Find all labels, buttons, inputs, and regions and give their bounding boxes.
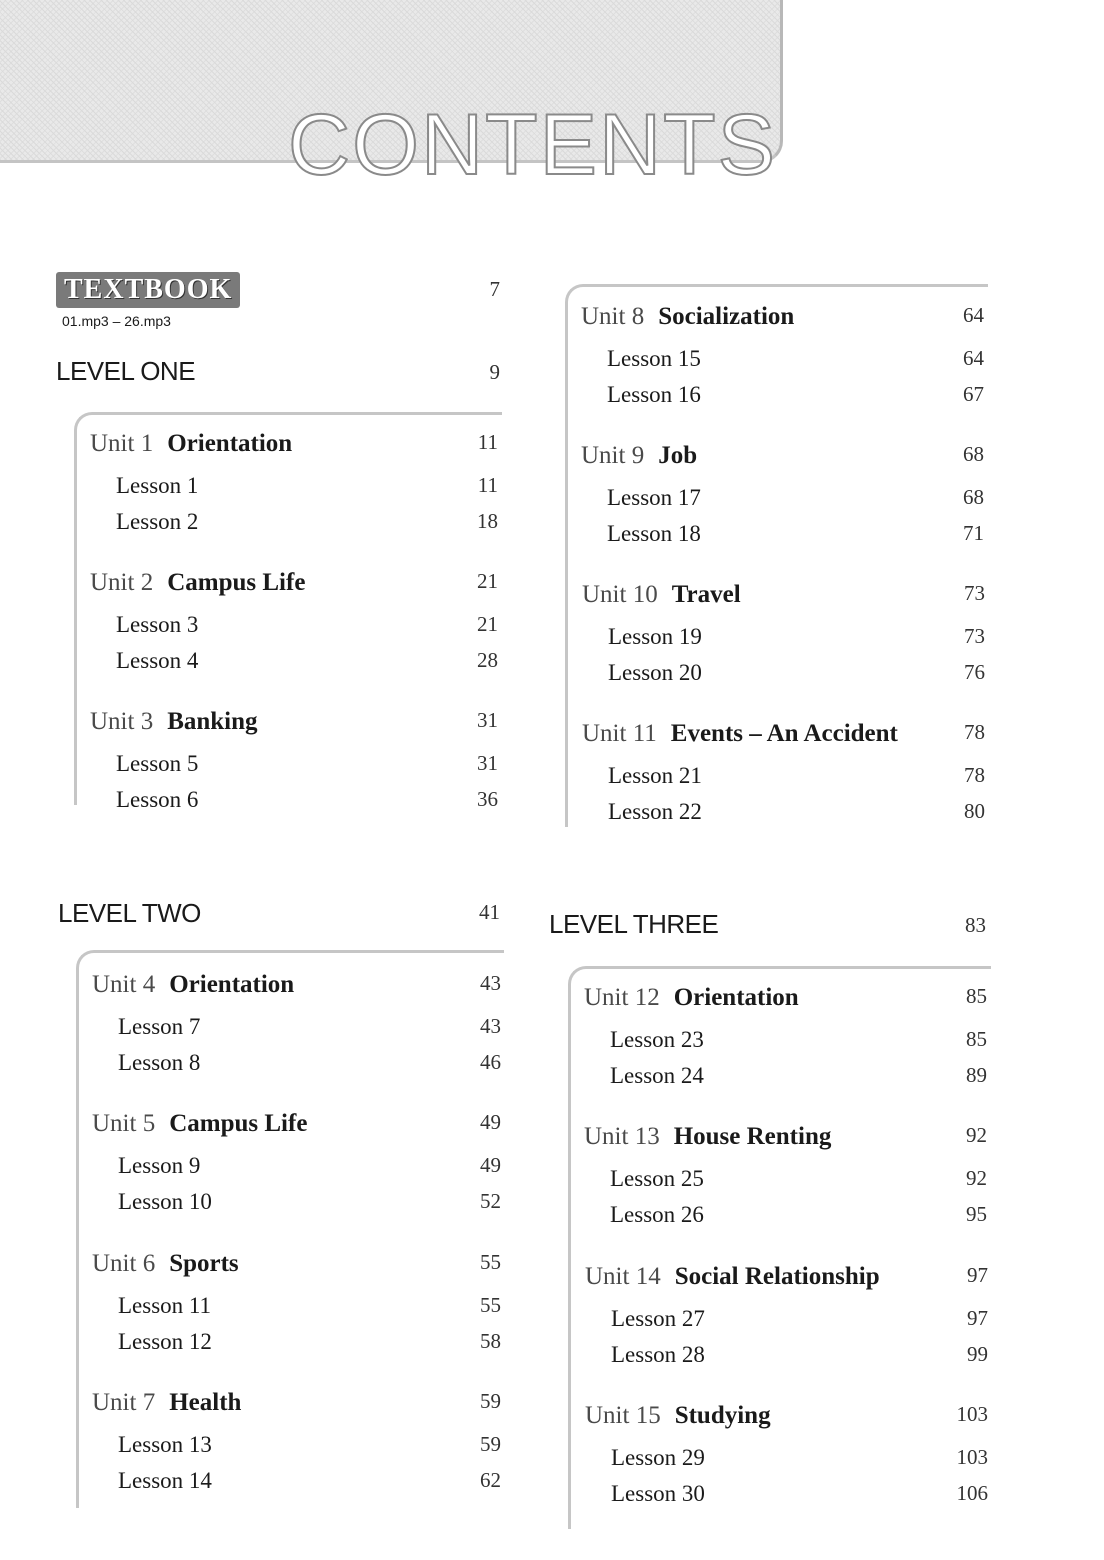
unit-page-number: 31 [477,708,498,732]
lesson-page-number: 18 [477,509,498,533]
unit-page-number: 11 [477,430,498,454]
textbook-page-number: 7 [489,277,500,301]
lesson-page-number: 36 [477,787,498,811]
lesson-title: Lesson 15 [607,346,701,371]
toc-lesson-row[interactable] [92,1432,501,1464]
lesson-title: Lesson 13 [118,1432,212,1457]
unit-page-number: 97 [967,1263,988,1287]
toc-unit-row[interactable] [582,581,985,613]
level-one-unit-box [74,412,502,805]
lesson-page-number: 55 [480,1293,501,1317]
unit-page-number: 49 [480,1110,501,1134]
toc-lesson-row[interactable] [92,1329,501,1361]
lesson-title: Lesson 4 [116,648,199,673]
unit-number: Unit 5 [92,1110,156,1137]
unit-number: Unit 8 [581,303,645,330]
toc-unit-row[interactable] [582,720,985,752]
unit-number: Unit 1 [90,430,154,457]
toc-lesson-row[interactable] [582,660,985,692]
toc-lesson-row[interactable] [585,1342,988,1374]
lesson-page-number: 68 [963,485,984,509]
toc-unit-row[interactable] [90,569,498,601]
unit-title: Banking [167,708,258,735]
lesson-page-number: 43 [480,1014,501,1038]
lesson-title: Lesson 26 [610,1202,704,1227]
lesson-title: Lesson 25 [610,1166,704,1191]
lesson-page-number: 78 [964,763,985,787]
lesson-page-number: 99 [967,1342,988,1366]
unit-title: Studying [674,1402,771,1429]
lesson-page-number: 103 [956,1445,988,1469]
toc-unit-row[interactable] [581,442,984,474]
toc-lesson-row[interactable] [581,346,984,378]
toc-unit-row[interactable] [92,971,501,1003]
lesson-page-number: 46 [480,1050,501,1074]
toc-lesson-row[interactable] [92,1153,501,1185]
lesson-page-number: 92 [966,1166,987,1190]
lesson-page-number: 71 [963,521,984,545]
toc-lesson-row[interactable] [585,1481,988,1513]
lesson-title: Lesson 24 [610,1063,704,1088]
lesson-title: Lesson 29 [611,1445,705,1470]
lesson-page-number: 64 [963,346,984,370]
unit-number: Unit 6 [92,1250,156,1277]
toc-unit-row[interactable] [92,1250,501,1282]
level-one-page-number: 9 [489,360,500,384]
lesson-title: Lesson 14 [118,1468,212,1493]
toc-lesson-row[interactable] [584,1027,987,1059]
lesson-title: Lesson 5 [116,751,199,776]
level-three-heading: LEVEL THREE [549,909,719,939]
unit-number: Unit 2 [90,569,154,596]
unit-number: Unit 11 [582,720,657,747]
unit-number: Unit 4 [92,971,156,998]
lesson-title: Lesson 20 [608,660,702,685]
toc-lesson-row[interactable] [582,624,985,656]
lesson-page-number: 67 [963,382,984,406]
audio-track-range: 01.mp3 – 26.mp3 [62,313,171,329]
toc-lesson-row[interactable] [92,1468,501,1500]
toc-unit-row[interactable] [584,984,987,1016]
lesson-title: Lesson 27 [611,1306,705,1331]
lesson-page-number: 76 [964,660,985,684]
toc-lesson-row[interactable] [584,1202,987,1234]
toc-lesson-row[interactable] [585,1306,988,1338]
lesson-title: Lesson 28 [611,1342,705,1367]
lesson-page-number: 62 [480,1468,501,1492]
unit-page-number: 103 [956,1402,988,1426]
toc-lesson-row[interactable] [581,521,984,553]
lesson-title: Lesson 6 [116,787,199,812]
toc-lesson-row[interactable] [581,382,984,414]
unit-page-number: 59 [480,1389,501,1413]
unit-title: Events – An Accident [670,720,898,747]
toc-lesson-row[interactable] [584,1063,987,1095]
unit-number: Unit 9 [581,442,645,469]
toc-lesson-row[interactable] [582,763,985,795]
unit-number: Unit 14 [585,1263,661,1290]
lesson-page-number: 95 [966,1202,987,1226]
unit-page-number: 73 [964,581,985,605]
lesson-page-number: 89 [966,1063,987,1087]
unit-page-number: 55 [480,1250,501,1274]
unit-page-number: 21 [477,569,498,593]
unit-title: Orientation [169,971,295,998]
unit-title: Campus Life [169,1110,308,1137]
unit-number: Unit 15 [585,1402,661,1429]
toc-unit-row[interactable] [90,708,498,740]
toc-unit-row[interactable] [92,1110,501,1142]
toc-unit-row[interactable] [92,1389,501,1421]
toc-lesson-row[interactable] [90,751,498,783]
unit-number: Unit 7 [92,1389,156,1416]
toc-lesson-row[interactable] [92,1050,501,1082]
unit-title: Orientation [167,430,293,457]
unit-page-number: 68 [963,442,984,466]
level-two-page-number: 41 [479,900,500,924]
unit-title: Social Relationship [674,1263,880,1290]
lesson-page-number: 52 [480,1189,501,1213]
lesson-title: Lesson 22 [608,799,702,824]
unit-page-number: 85 [966,984,987,1008]
lesson-title: Lesson 3 [116,612,199,637]
toc-lesson-row[interactable] [90,612,498,644]
toc-lesson-row[interactable] [90,473,498,505]
lesson-title: Lesson 8 [118,1050,201,1075]
toc-lesson-row[interactable] [584,1166,987,1198]
unit-title: House Renting [673,1123,832,1150]
lesson-page-number: 28 [477,648,498,672]
unit-title: Travel [671,581,741,608]
unit-title: Job [658,442,698,469]
unit-number: Unit 13 [584,1123,660,1150]
lesson-title: Lesson 12 [118,1329,212,1354]
unit-title: Health [169,1389,242,1416]
unit-number: Unit 12 [584,984,660,1011]
lesson-page-number: 59 [480,1432,501,1456]
lesson-page-number: 73 [964,624,985,648]
unit-page-number: 78 [964,720,985,744]
lesson-page-number: 58 [480,1329,501,1353]
lesson-title: Lesson 11 [118,1293,212,1318]
toc-unit-row[interactable] [585,1263,988,1295]
lesson-title: Lesson 9 [118,1153,201,1178]
lesson-title: Lesson 2 [116,509,199,534]
lesson-title: Lesson 30 [611,1481,705,1506]
lesson-page-number: 97 [967,1306,988,1330]
lesson-title: Lesson 21 [608,763,702,788]
level-three-page-number: 83 [965,913,986,937]
unit-title: Orientation [673,984,799,1011]
toc-lesson-row[interactable] [90,787,498,819]
unit-title: Socialization [658,303,795,330]
lesson-title: Lesson 17 [607,485,701,510]
lesson-page-number: 85 [966,1027,987,1051]
toc-lesson-row[interactable] [92,1014,501,1046]
unit-title: Campus Life [167,569,306,596]
toc-lesson-row[interactable] [92,1293,501,1325]
level-two-heading: LEVEL TWO [58,898,201,928]
toc-lesson-row[interactable] [581,485,984,517]
toc-lesson-row[interactable] [582,799,985,831]
lesson-title: Lesson 19 [608,624,702,649]
lesson-title: Lesson 23 [610,1027,704,1052]
unit-page-number: 64 [963,303,984,327]
level-one-heading: LEVEL ONE [56,356,196,386]
unit-page-number: 43 [480,971,501,995]
toc-lesson-row[interactable] [585,1445,988,1477]
lesson-title: Lesson 7 [118,1014,201,1039]
toc-unit-row[interactable] [581,303,984,335]
page-title: CONTENTS [288,97,777,193]
toc-unit-row[interactable] [584,1123,987,1155]
lesson-title: Lesson 16 [607,382,701,407]
toc-lesson-row[interactable] [90,509,498,541]
lesson-page-number: 106 [956,1481,988,1505]
toc-unit-row[interactable] [90,430,498,462]
toc-lesson-row[interactable] [92,1189,501,1221]
lesson-title: Lesson 1 [116,473,199,498]
lesson-page-number: 49 [480,1153,501,1177]
textbook-badge: TEXTBOOK [56,272,240,308]
toc-lesson-row[interactable] [90,648,498,680]
lesson-page-number: 21 [477,612,498,636]
unit-page-number: 92 [966,1123,987,1147]
toc-unit-row[interactable] [585,1402,988,1434]
unit-number: Unit 3 [90,708,154,735]
unit-title: Sports [169,1250,239,1277]
lesson-page-number: 11 [477,473,498,497]
lesson-page-number: 31 [477,751,498,775]
unit-number: Unit 10 [582,581,658,608]
lesson-title: Lesson 10 [118,1189,212,1214]
lesson-page-number: 80 [964,799,985,823]
lesson-title: Lesson 18 [607,521,701,546]
